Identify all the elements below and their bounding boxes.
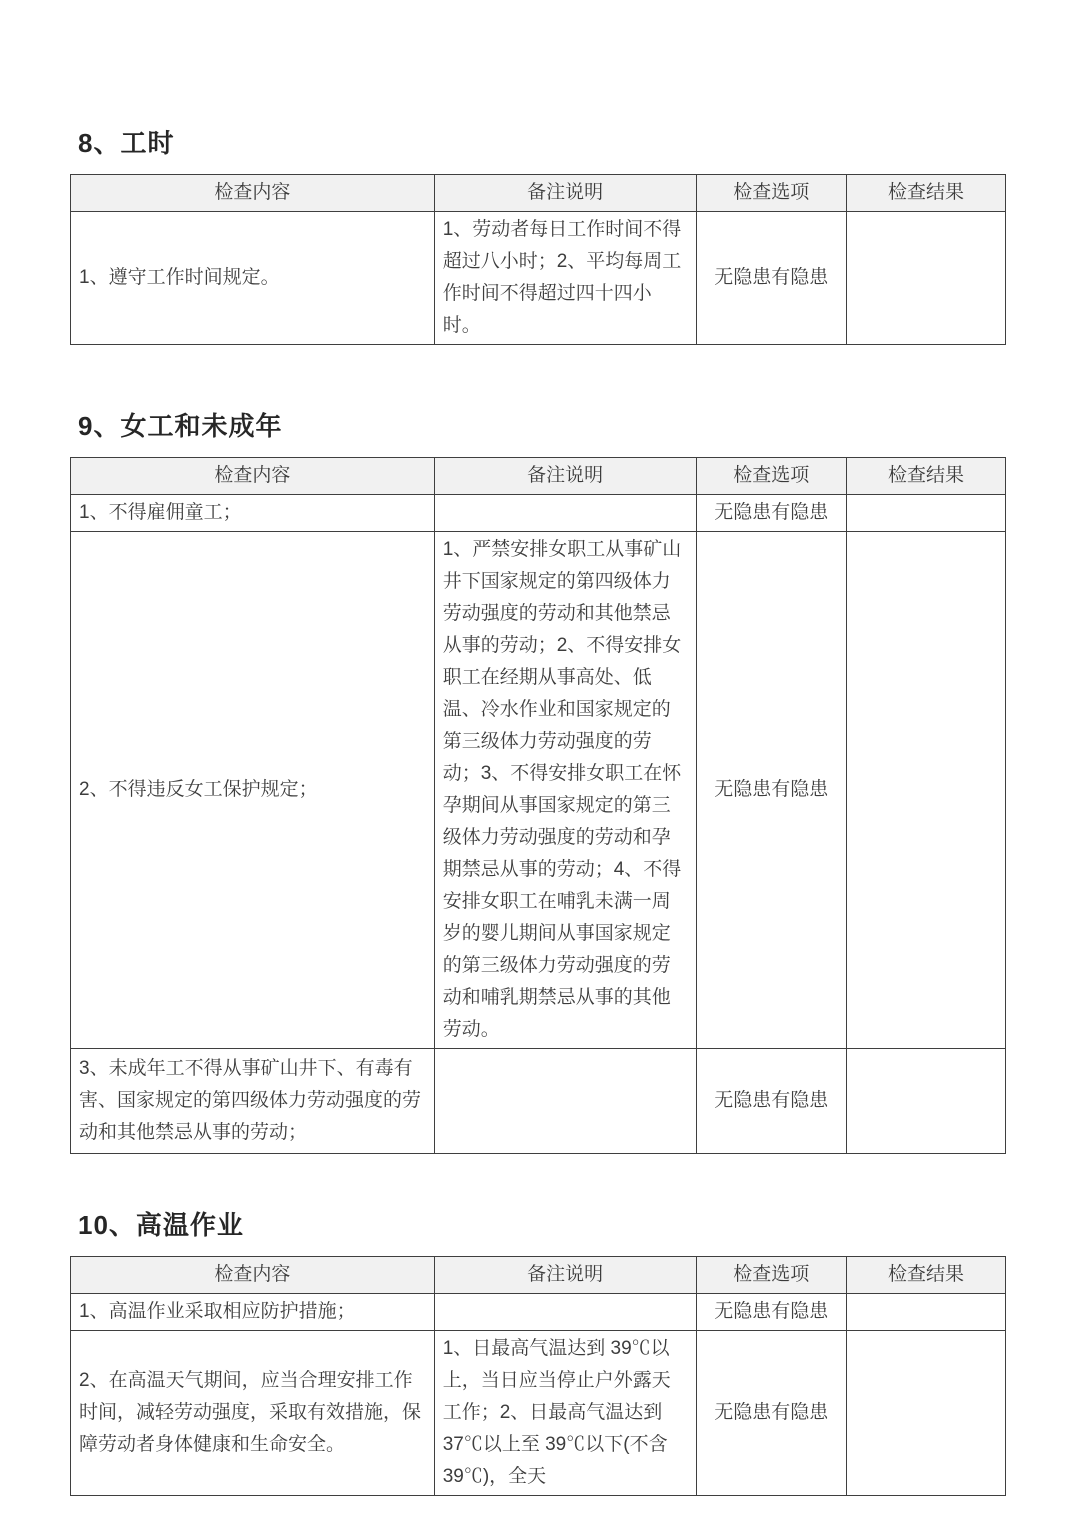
cell-remark: 1、严禁安排女职工从事矿山井下国家规定的第四级体力劳动强度的劳动和其他禁忌从事的劳动；2、不得安排女职工在经期从事高处、低温、冷水作业和国家规定的第三级体力劳动强度的劳动；3、不得安排女职工在怀孕期间从事国家规定的第三级体力劳动强度的劳动和孕期禁忌从事的劳动；4、不得安排女职工在哺乳未满一周岁的婴儿期间从事国家规定的第三级体力劳动强度的劳动和哺乳期禁忌从事的其他劳动。 xyxy=(434,532,696,1049)
cell-options: 无隐患有隐患 xyxy=(696,212,847,345)
cell-content: 1、高温作业采取相应防护措施； xyxy=(71,1294,435,1331)
column-header-result: 检查结果 xyxy=(847,1257,1006,1294)
column-header-options: 检查选项 xyxy=(696,175,847,212)
column-header-options: 检查选项 xyxy=(696,458,847,495)
table-row xyxy=(71,495,1006,532)
column-header-result: 检查结果 xyxy=(847,175,1006,212)
column-header-result: 检查结果 xyxy=(847,458,1006,495)
column-header-content: 检查内容 xyxy=(71,458,435,495)
cell-content: 1、遵守工作时间规定。 xyxy=(71,212,435,345)
cell-options: 无隐患有隐患 xyxy=(696,1331,847,1496)
column-header-content: 检查内容 xyxy=(71,1257,435,1294)
section-title: 10、高温作业 xyxy=(78,1210,244,1240)
cell-content: 2、不得违反女工保护规定； xyxy=(71,532,435,1049)
check-table-high-temperature-work xyxy=(70,1256,1006,1496)
cell-result xyxy=(847,532,1006,1049)
cell-remark xyxy=(434,1049,696,1154)
cell-result xyxy=(847,1331,1006,1496)
table-row xyxy=(71,1049,1006,1154)
cell-content: 2、在高温天气期间，应当合理安排工作时间，减轻劳动强度，采取有效措施，保障劳动者身体健康和生命安全。 xyxy=(71,1331,435,1496)
cell-content: 3、未成年工不得从事矿山井下、有毒有害、国家规定的第四级体力劳动强度的劳动和其他禁忌从事的劳动； xyxy=(71,1049,435,1154)
cell-content: 1、不得雇佣童工； xyxy=(71,495,435,532)
column-header-remark: 备注说明 xyxy=(434,1257,696,1294)
section-work-hours xyxy=(70,128,1006,345)
cell-result xyxy=(847,212,1006,345)
cell-remark xyxy=(434,495,696,532)
cell-options: 无隐患有隐患 xyxy=(696,1049,847,1154)
check-table-women-and-minors xyxy=(70,457,1006,1154)
cell-remark xyxy=(434,1294,696,1331)
table-header-row xyxy=(71,1257,1006,1294)
cell-result xyxy=(847,1294,1006,1331)
column-header-content: 检查内容 xyxy=(71,175,435,212)
column-header-remark: 备注说明 xyxy=(434,458,696,495)
table-row xyxy=(71,212,1006,345)
cell-remark: 1、日最高气温达到 39℃以上，当日应当停止户外露天工作；2、日最高气温达到 37℃以上至 39℃以下(不含 39℃)，全天 xyxy=(434,1331,696,1496)
cell-result xyxy=(847,495,1006,532)
section-high-temperature-work xyxy=(70,1210,1006,1496)
cell-result xyxy=(847,1049,1006,1154)
table-row xyxy=(71,532,1006,1049)
table-row xyxy=(71,1331,1006,1496)
section-title: 9、女工和未成年 xyxy=(78,411,283,441)
cell-remark: 1、劳动者每日工作时间不得超过八小时；2、平均每周工作时间不得超过四十四小时。 xyxy=(434,212,696,345)
cell-options: 无隐患有隐患 xyxy=(696,532,847,1049)
section-women-and-minors xyxy=(70,411,1006,1154)
check-table-work-hours xyxy=(70,174,1006,345)
table-row xyxy=(71,1294,1006,1331)
section-title: 8、工时 xyxy=(78,128,175,158)
column-header-options: 检查选项 xyxy=(696,1257,847,1294)
column-header-remark: 备注说明 xyxy=(434,175,696,212)
table-header-row xyxy=(71,175,1006,212)
cell-options: 无隐患有隐患 xyxy=(696,1294,847,1331)
table-header-row xyxy=(71,458,1006,495)
cell-options: 无隐患有隐患 xyxy=(696,495,847,532)
